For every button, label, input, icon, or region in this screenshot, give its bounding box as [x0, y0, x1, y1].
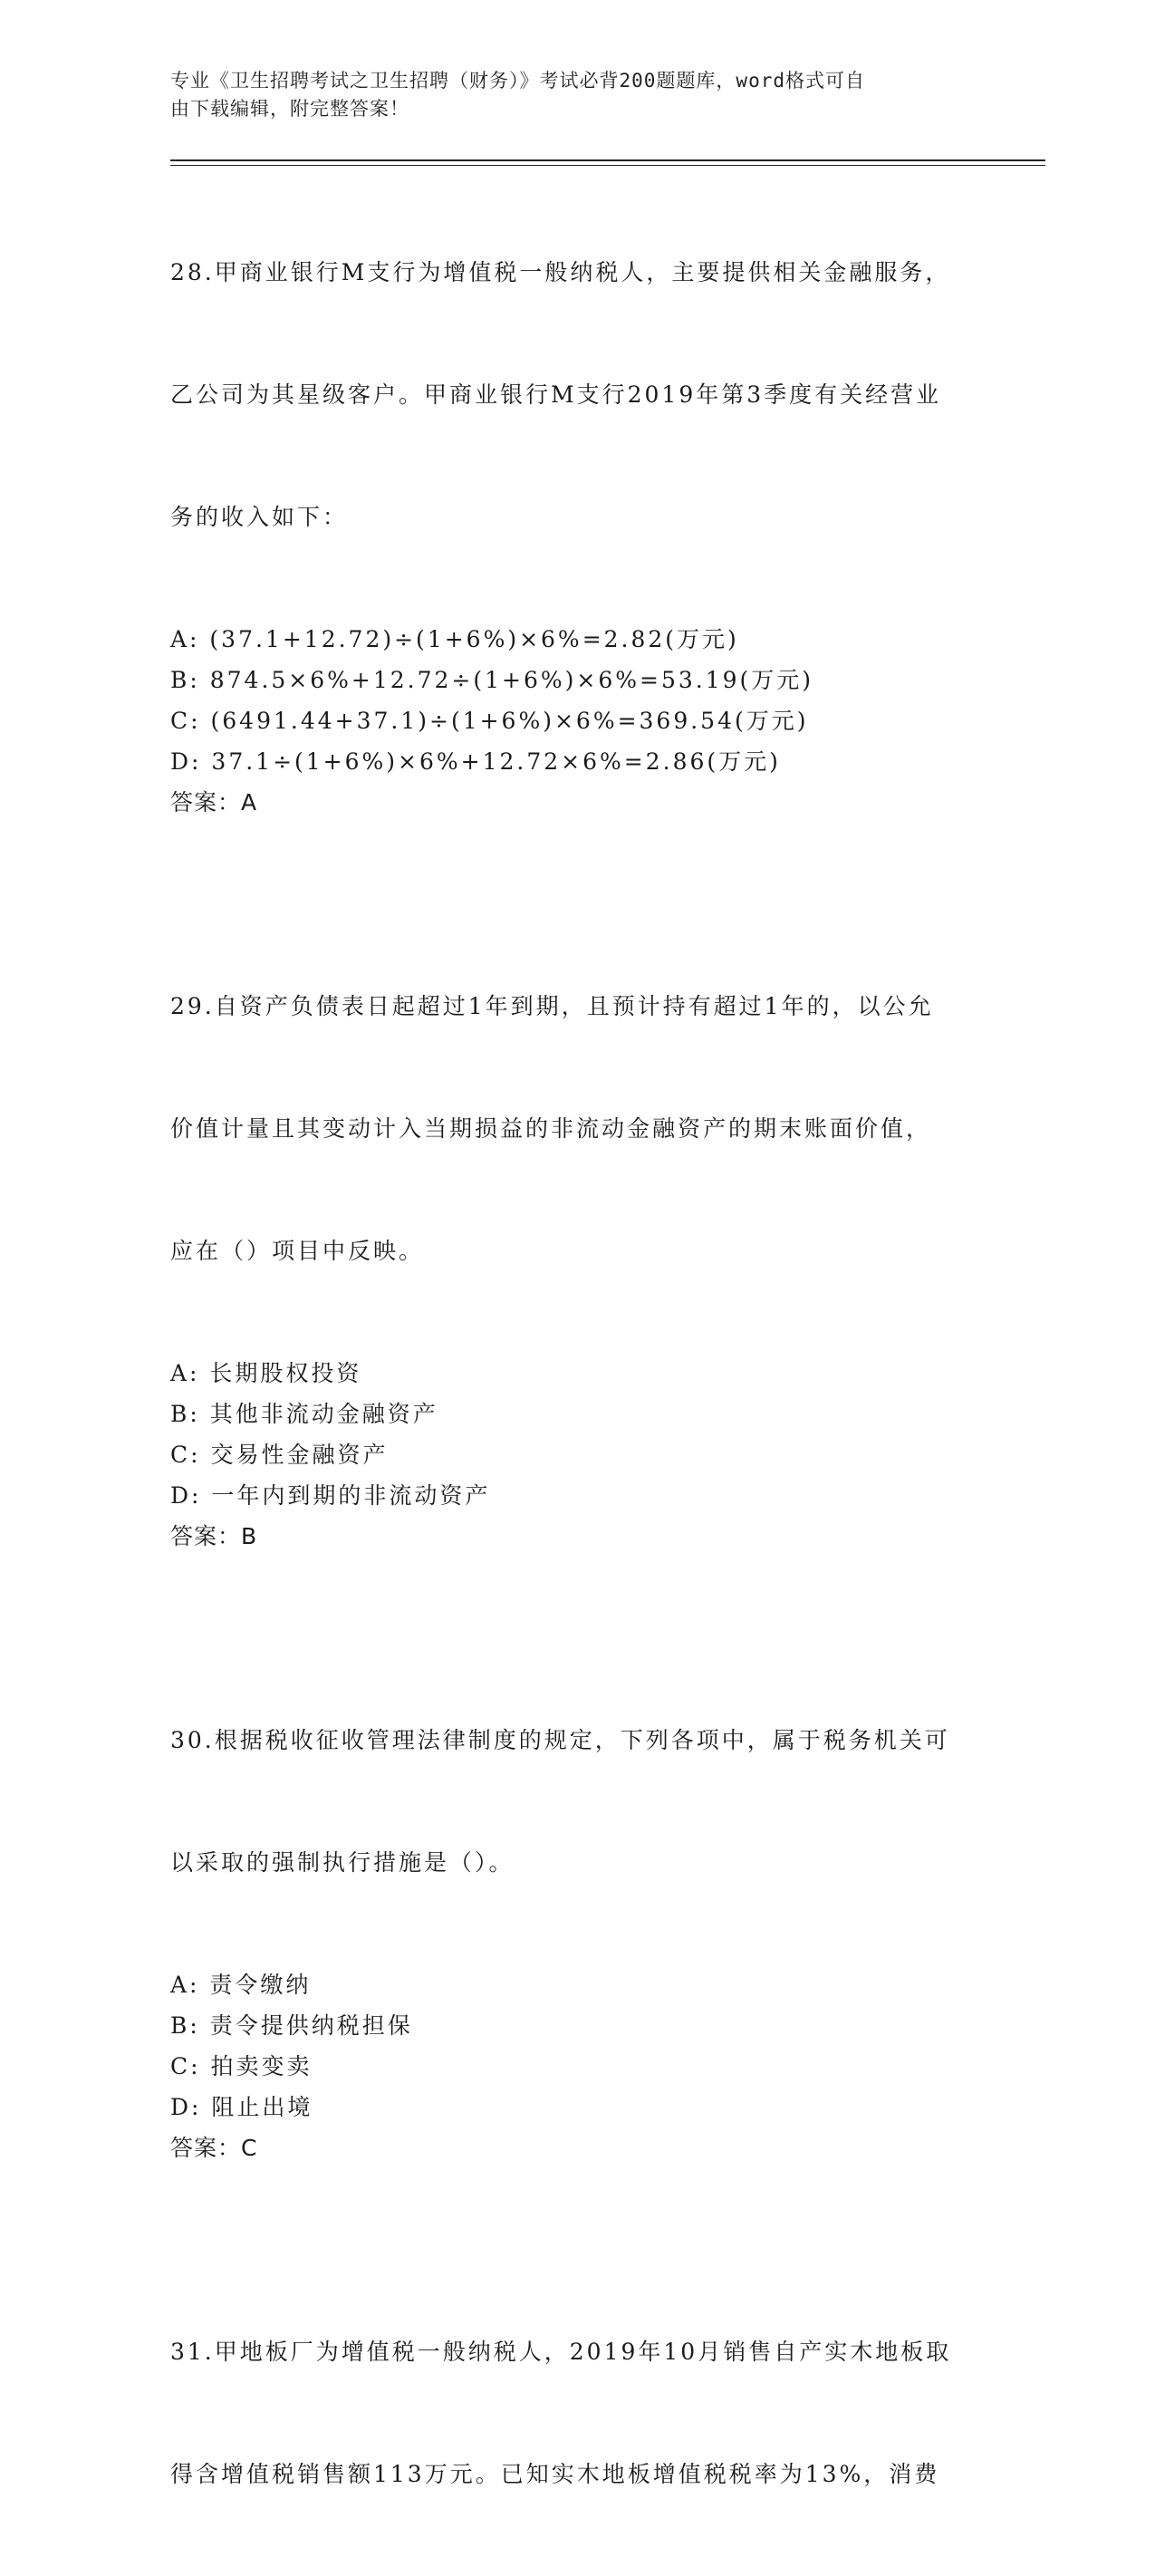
question-text	[170, 904, 986, 1353]
option-d: D: 一年内到期的非流动资产	[170, 1482, 491, 1509]
option-d: D: 阻止出境	[170, 2094, 313, 2120]
option-b: B: 责令提供纳税担保	[170, 2012, 413, 2039]
question-line: 乙公司为其星级客户。甲商业银行M支行2019年第3季度有关经营业	[170, 381, 942, 408]
question-text	[170, 1638, 986, 1964]
answer-line: 答案：A	[170, 789, 258, 815]
header-line-1: 专业《卫生招聘考试之卫生招聘（财务）》考试必背200题题库，word格式可自	[170, 70, 865, 92]
question-31	[170, 2250, 986, 2576]
option-b: B: 其他非流动金融资产	[170, 1401, 438, 1427]
question-30	[170, 1638, 986, 2168]
question-line: 28.甲商业银行M支行为增值税一般纳税人，主要提供相关金融服务，	[170, 259, 951, 285]
document-header	[170, 67, 967, 123]
answer-line: 答案：B	[170, 1523, 258, 1549]
question-29	[170, 904, 986, 1557]
question-line: 得含增值税销售额113万元。已知实木地板增值税税率为13%，消费	[170, 2461, 940, 2487]
option-d: D: 37.1÷(1+6%)×6%+12.72×6%=2.86(万元)	[170, 748, 781, 775]
header-divider-thick	[170, 159, 1045, 161]
question-line: 31.甲地板厂为增值税一般纳税人，2019年10月销售自产实木地板取	[170, 2339, 952, 2365]
option-a: A: (37.1+12.72)÷(1+6%)×6%=2.82(万元)	[170, 626, 739, 652]
header-divider-thin	[170, 165, 1045, 166]
question-line: 30.根据税收征收管理法律制度的规定，下列各项中，属于税务机关可	[170, 1727, 950, 1753]
question-line: 以采取的强制执行措施是（）。	[170, 1849, 515, 1876]
answer-line: 答案：C	[170, 2135, 258, 2161]
question-line: 29.自资产负债表日起超过1年到期，且预计持有超过1年的，以公允	[170, 993, 934, 1019]
option-c: C: (6491.44+37.1)÷(1+6%)×6%=369.54(万元)	[170, 708, 809, 734]
question-list	[170, 170, 986, 2576]
option-a: A: 长期股权投资	[170, 1360, 362, 1386]
question-text	[170, 2250, 986, 2576]
question-line: 务的收入如下：	[170, 504, 349, 530]
option-a: A: 责令缴纳	[170, 1972, 312, 1998]
header-line-2: 由下载编辑，附完整答案！	[170, 98, 409, 120]
question-28	[170, 170, 986, 823]
question-text	[170, 170, 986, 619]
option-c: C: 拍卖变卖	[170, 2053, 313, 2079]
question-line: 应在（）项目中反映。	[170, 1238, 425, 1264]
question-line: 价值计量且其变动计入当期损益的非流动金融资产的期末账面价值，	[170, 1115, 932, 1142]
option-b: B: 874.5×6%+12.72÷(1+6%)×6%=53.19(万元)	[170, 667, 814, 693]
option-c: C: 交易性金融资产	[170, 1442, 389, 1468]
